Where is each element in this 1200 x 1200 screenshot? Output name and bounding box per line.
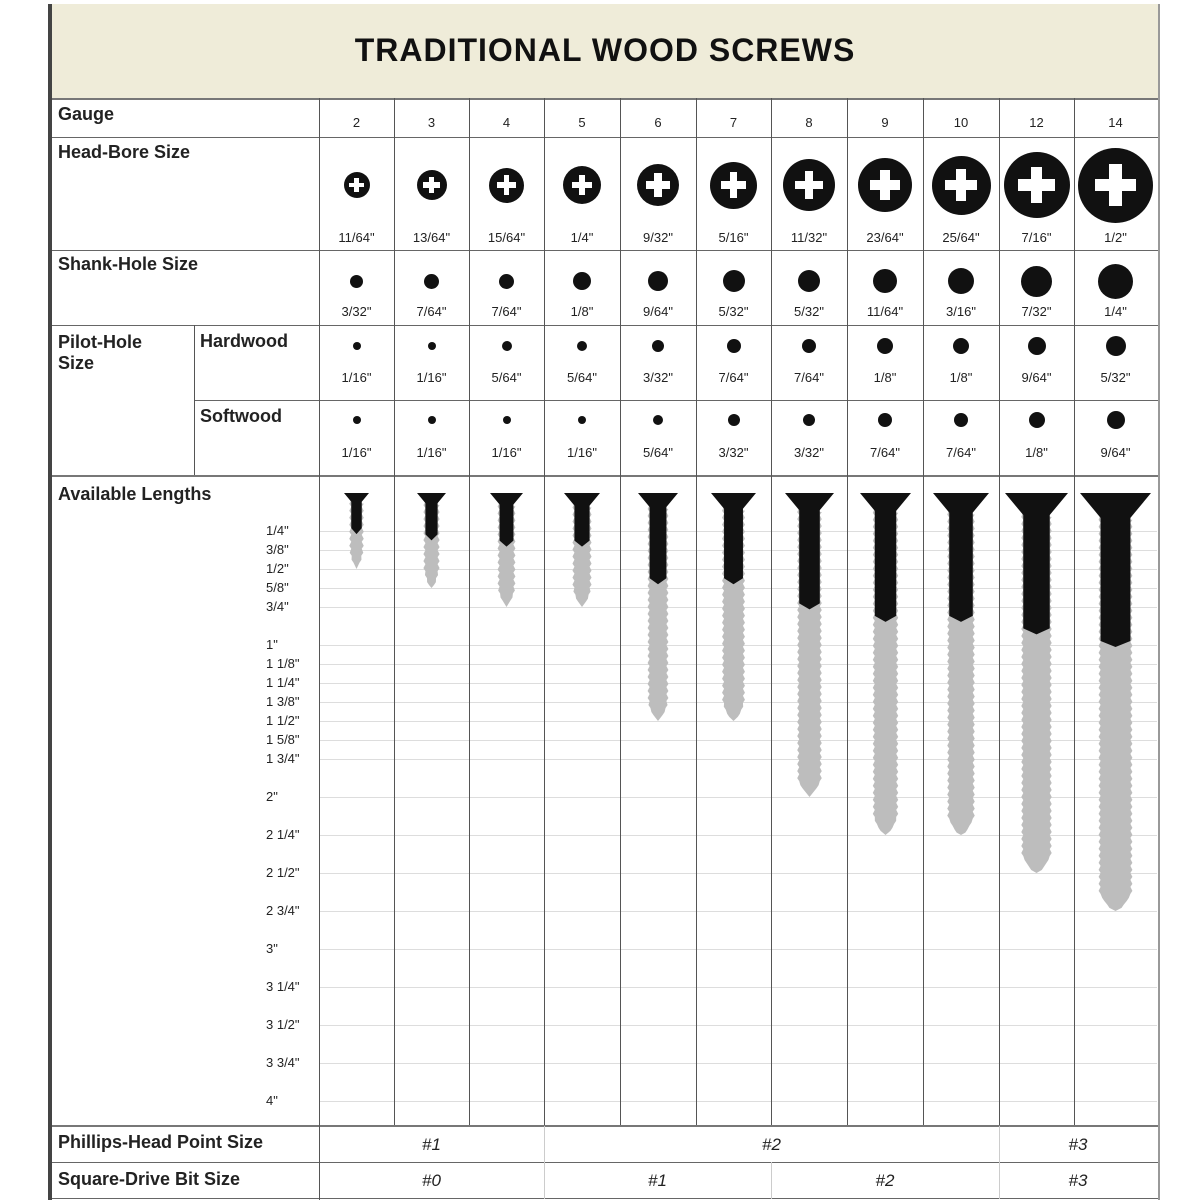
- pilot-softwood-dot: [428, 416, 436, 424]
- chart-title: TRADITIONAL WOOD SCREWS: [354, 32, 856, 68]
- shank-hole-dot: [350, 275, 363, 288]
- pilot-softwood-value: 1/16": [416, 445, 447, 460]
- shank-hole-value: 7/32": [1021, 304, 1052, 319]
- pilot-softwood-value: 1/16": [567, 445, 597, 460]
- pilot-softwood-dot: [954, 413, 968, 427]
- pilot-hole-label: Pilot-Hole Size: [58, 332, 142, 373]
- length-tick-label: 1 3/8": [266, 694, 300, 709]
- screw-icon: [340, 493, 373, 571]
- shank-hole-dot: [1021, 266, 1052, 297]
- head-bore-value: 11/64": [338, 230, 375, 245]
- row-divider: [52, 475, 1158, 477]
- shank-hole-dot: [723, 270, 745, 292]
- length-tick-label: 5/8": [266, 580, 289, 595]
- pilot-hardwood-dot: [877, 338, 893, 354]
- pilot-hardwood-value: 1/16": [341, 370, 372, 385]
- wood-screw-chart: [48, 4, 1160, 1200]
- column-divider: [696, 98, 697, 1125]
- row-divider: [52, 1198, 1158, 1199]
- length-tick-label: 2 1/2": [266, 865, 300, 880]
- head-bore-value: 1/4": [570, 230, 594, 245]
- shank-hole-value: 1/4": [1104, 304, 1127, 319]
- shank-hole-value: 11/64": [866, 304, 904, 319]
- length-tick-label: 3 1/2": [266, 1017, 300, 1032]
- row-divider: [52, 325, 1158, 326]
- pilot-softwood-dot: [353, 416, 361, 424]
- pilot-softwood-value: 5/64": [643, 445, 673, 460]
- phillips-head-icon: [1078, 148, 1153, 223]
- shank-hole-dot: [798, 270, 820, 292]
- screw-icon: [707, 493, 760, 723]
- screw-icon: [413, 493, 450, 590]
- phillips-head-icon: [783, 159, 835, 211]
- pilot-softwood-dot: [1107, 411, 1125, 429]
- pilot-softwood-dot: [878, 413, 892, 427]
- pilot-softwood-dot: [1029, 412, 1045, 428]
- pilot-softwood-value: 1/16": [491, 445, 522, 460]
- shank-hole-value: 1/8": [570, 304, 594, 319]
- gauge-value: 9: [881, 115, 889, 130]
- pilot-hardwood-dot: [1028, 337, 1046, 355]
- screw-icon: [634, 493, 682, 723]
- phillips-size-value: #1: [422, 1135, 441, 1154]
- screw-icon: [781, 493, 838, 799]
- phillips-head-icon: [637, 164, 679, 206]
- pilot-hardwood-dot: [1106, 336, 1126, 356]
- pilot-hardwood-dot: [727, 339, 741, 353]
- screw-icon: [1076, 493, 1155, 913]
- shank-hole-dot: [873, 269, 897, 293]
- length-tick-label: 3/8": [266, 542, 289, 557]
- shank-hole-value: 5/32": [794, 304, 824, 319]
- length-gridline: [319, 911, 1157, 912]
- pilot-softwood-value: 7/64": [946, 445, 976, 460]
- screw-icon: [560, 493, 604, 609]
- pilot-hardwood-value: 1/16": [416, 370, 447, 385]
- pilot-hardwood-value: 1/8": [949, 370, 973, 385]
- pilot-hardwood-dot: [502, 341, 512, 351]
- pilot-hardwood-value: 1/8": [873, 370, 897, 385]
- column-divider: [394, 98, 395, 1125]
- pilot-softwood-dot: [578, 416, 586, 424]
- phillips-label: Phillips-Head Point Size: [58, 1132, 264, 1152]
- column-divider: [923, 98, 924, 1125]
- head-bore-value: 11/32": [790, 230, 828, 245]
- row-divider: [52, 250, 1158, 251]
- length-gridline: [319, 1101, 1157, 1102]
- head-bore-value: 5/16": [718, 230, 749, 245]
- pilot-hardwood-dot: [953, 338, 969, 354]
- head-bore-value: 25/64": [942, 230, 980, 245]
- gauge-value: 10: [953, 115, 969, 130]
- length-tick-label: 1/4": [266, 523, 289, 538]
- pilot-hardwood-dot: [802, 339, 816, 353]
- shank-hole-value: 9/64": [643, 304, 673, 319]
- square-size-value: #0: [422, 1171, 441, 1190]
- gauge-value: 7: [729, 115, 738, 130]
- length-tick-label: 3": [266, 941, 278, 956]
- gauge-value: 5: [578, 115, 586, 130]
- column-divider: [319, 98, 320, 1200]
- gauge-value: 2: [352, 115, 361, 130]
- phillips-head-icon: [563, 166, 601, 204]
- length-tick-label: 3 1/4": [266, 979, 300, 994]
- shank-hole-dot: [573, 272, 591, 290]
- length-tick-label: 1/2": [266, 561, 289, 576]
- shank-hole-label: Shank-Hole Size: [58, 254, 199, 274]
- length-tick-label: 1 1/4": [266, 675, 300, 690]
- pilot-softwood-value: 7/64": [870, 445, 900, 460]
- gauge-value: 12: [1029, 115, 1044, 130]
- length-gridline: [319, 949, 1157, 950]
- column-divider: [469, 98, 470, 1125]
- length-gridline: [319, 1063, 1157, 1064]
- pilot-hardwood-value: 5/32": [1100, 370, 1131, 385]
- shank-hole-value: 7/64": [491, 304, 522, 319]
- length-tick-label: 1 3/4": [266, 751, 300, 766]
- hardwood-label: Hardwood: [200, 331, 288, 351]
- gauge-value: 14: [1108, 115, 1123, 130]
- shank-hole-dot: [499, 274, 514, 289]
- column-divider: [847, 98, 848, 1125]
- gauge-label: Gauge: [58, 104, 115, 124]
- pilot-hardwood-dot: [652, 340, 664, 352]
- head-bore-value: 7/16": [1021, 230, 1052, 245]
- pilot-hardwood-dot: [577, 341, 587, 351]
- pilot-softwood-dot: [653, 415, 663, 425]
- screw-icon: [929, 493, 993, 837]
- square-size-value: #1: [648, 1171, 667, 1190]
- head-bore-value: 15/64": [487, 230, 526, 245]
- pilot-softwood-value: 9/64": [1100, 445, 1131, 460]
- screw-icon: [486, 493, 527, 609]
- phillips-head-icon: [710, 162, 757, 209]
- pilot-hardwood-value: 7/64": [794, 370, 824, 385]
- shank-hole-dot: [1098, 264, 1133, 299]
- head-bore-value: 1/2": [1104, 230, 1127, 245]
- column-divider: [544, 98, 545, 1125]
- pilot-hardwood-value: 9/64": [1021, 370, 1052, 385]
- pilot-softwood-dot: [503, 416, 511, 424]
- length-tick-label: 4": [266, 1093, 278, 1108]
- screw-icon: [856, 493, 915, 837]
- length-tick-label: 1 1/8": [266, 656, 300, 671]
- pilot-softwood-value: 3/32": [794, 445, 824, 460]
- square-size-value: #3: [1068, 1171, 1088, 1190]
- row-divider: [52, 98, 1158, 100]
- length-tick-label: 2 3/4": [266, 903, 300, 918]
- phillips-head-icon: [417, 170, 447, 200]
- head-bore-value: 23/64": [866, 230, 904, 245]
- length-tick-label: 3/4": [266, 599, 289, 614]
- shank-hole-dot: [948, 268, 974, 294]
- head-bore-label: Head-Bore Size: [58, 142, 191, 162]
- length-tick-label: 2 1/4": [266, 827, 300, 842]
- shank-hole-value: 3/32": [341, 304, 372, 319]
- column-divider: [771, 98, 772, 1125]
- pilot-hardwood-dot: [428, 342, 436, 350]
- shank-hole-value: 3/16": [946, 304, 976, 319]
- phillips-head-icon: [489, 168, 524, 203]
- column-divider: [620, 98, 621, 1125]
- pilot-hardwood-value: 5/64": [491, 370, 522, 385]
- gauge-value: 3: [427, 115, 436, 130]
- row-divider: [52, 1162, 1158, 1163]
- length-tick-label: 1 5/8": [266, 732, 300, 747]
- square-size-value: #2: [875, 1171, 895, 1190]
- screw-icon: [1001, 493, 1072, 875]
- gauge-value: 8: [805, 115, 813, 130]
- column-divider: [999, 98, 1000, 1125]
- phillips-size-value: #2: [762, 1135, 781, 1154]
- shank-hole-value: 5/32": [718, 304, 749, 319]
- shank-hole-dot: [424, 274, 439, 289]
- length-tick-label: 1 1/2": [266, 713, 300, 728]
- length-tick-label: 1": [266, 637, 278, 652]
- column-divider: [1074, 98, 1075, 1125]
- softwood-label: Softwood: [200, 406, 282, 426]
- row-divider: [52, 137, 1158, 138]
- phillips-size-value: #3: [1068, 1135, 1088, 1154]
- pilot-hardwood-dot: [353, 342, 361, 350]
- gauge-value: 4: [502, 115, 511, 130]
- pilot-softwood-value: 1/8": [1025, 445, 1048, 460]
- row-divider: [194, 400, 1158, 401]
- pilot-hardwood-value: 3/32": [643, 370, 673, 385]
- length-gridline: [319, 1025, 1157, 1026]
- pilot-hardwood-value: 5/64": [567, 370, 597, 385]
- pilot-softwood-dot: [728, 414, 740, 426]
- phillips-head-icon: [858, 158, 912, 212]
- gauge-value: 6: [654, 115, 662, 130]
- head-bore-value: 9/32": [643, 230, 673, 245]
- pilot-softwood-value: 1/16": [341, 445, 372, 460]
- pilot-softwood-value: 3/32": [718, 445, 749, 460]
- available-lengths-label: Available Lengths: [58, 484, 212, 504]
- shank-hole-value: 7/64": [416, 304, 447, 319]
- length-tick-label: 2": [266, 789, 278, 804]
- phillips-head-icon: [1004, 152, 1070, 218]
- column-divider: [194, 325, 195, 475]
- row-divider: [52, 1125, 1158, 1127]
- phillips-head-icon: [344, 172, 370, 198]
- phillips-head-icon: [932, 156, 991, 215]
- head-bore-value: 13/64": [412, 230, 451, 245]
- pilot-hardwood-value: 7/64": [718, 370, 749, 385]
- length-gridline: [319, 987, 1157, 988]
- pilot-softwood-dot: [803, 414, 815, 426]
- shank-hole-dot: [648, 271, 668, 291]
- square-drive-label: Square-Drive Bit Size: [58, 1169, 241, 1189]
- length-tick-label: 3 3/4": [266, 1055, 300, 1070]
